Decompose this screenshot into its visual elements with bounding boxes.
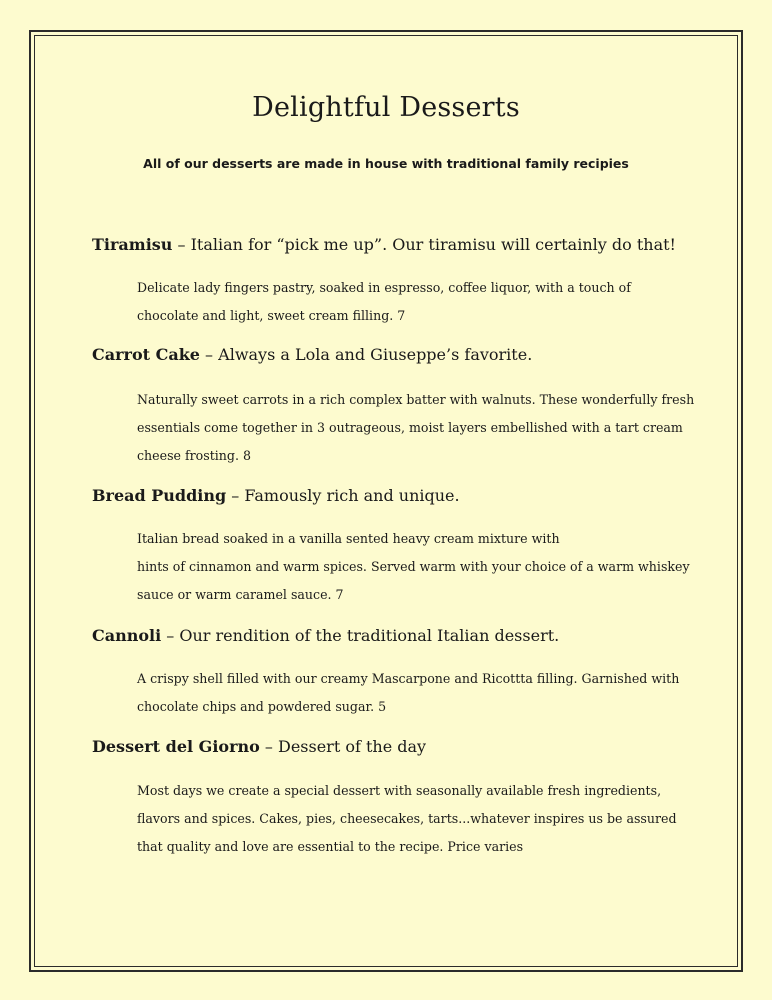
dessert-tagline: Famously rich and unique. bbox=[244, 486, 460, 505]
dessert-separator: – bbox=[199, 345, 219, 364]
description-line: Most days we create a special dessert with seasonally available fresh ingredients, bbox=[137, 783, 662, 798]
dessert-description-dessert-del-giorno bbox=[137, 777, 717, 861]
dessert-separator: – bbox=[226, 486, 245, 505]
dessert-heading-carrot-cake bbox=[92, 345, 732, 364]
dessert-name: Dessert del Giorno bbox=[92, 737, 260, 756]
dessert-description-bread-pudding bbox=[137, 525, 717, 609]
description-line: chocolate chips and powdered sugar. 5 bbox=[137, 699, 387, 714]
dessert-name: Tiramisu bbox=[92, 235, 173, 254]
dessert-description-tiramisu bbox=[137, 274, 717, 330]
dessert-heading-bread-pudding bbox=[92, 486, 732, 505]
dessert-tagline: Dessert of the day bbox=[277, 737, 427, 756]
description-line: sauce or warm caramel sauce. 7 bbox=[137, 587, 344, 602]
dessert-tagline: Our rendition of the traditional Italian dessert. bbox=[179, 626, 560, 645]
dessert-separator: – bbox=[161, 626, 180, 645]
menu-subtitle: All of our desserts are made in house with traditional family recipies bbox=[143, 156, 629, 171]
dessert-name: Cannoli bbox=[92, 626, 162, 645]
dessert-tagline: Always a Lola and Giuseppe’s favorite. bbox=[218, 345, 533, 364]
dessert-description-carrot-cake bbox=[137, 386, 717, 470]
dessert-separator: – bbox=[259, 737, 278, 756]
description-line: that quality and love are essential to the recipe. Price varies bbox=[137, 839, 524, 854]
description-line: flavors and spices. Cakes, pies, cheesecakes, tarts...whatever inspires us be assured bbox=[137, 811, 677, 826]
description-line: Italian bread soaked in a vanilla sented heavy cream mixture with bbox=[137, 531, 560, 546]
menu-title: Delightful Desserts bbox=[252, 92, 520, 123]
dessert-name: Bread Pudding bbox=[92, 486, 227, 505]
description-line: chocolate and light, sweet cream filling. 7 bbox=[137, 308, 406, 323]
description-line: A crispy shell filled with our creamy Mascarpone and Ricottta filling. Garnished with bbox=[137, 671, 680, 686]
dessert-heading-cannoli bbox=[92, 626, 732, 645]
dessert-name: Carrot Cake bbox=[92, 345, 200, 364]
dessert-heading-dessert-del-giorno bbox=[92, 737, 732, 756]
dessert-tagline: Italian for “pick me up”. Our tiramisu will certainly do that! bbox=[190, 235, 676, 254]
dessert-heading-tiramisu bbox=[92, 235, 732, 254]
description-line: Delicate lady fingers pastry, soaked in espresso, coffee liquor, with a touch of bbox=[137, 280, 631, 295]
description-line: hints of cinnamon and warm spices. Served warm with your choice of a warm whiskey bbox=[137, 559, 690, 574]
description-line: cheese frosting. 8 bbox=[137, 448, 251, 463]
dessert-description-cannoli bbox=[137, 665, 717, 721]
description-line: essentials come together in 3 outrageous, moist layers embellished with a tart cream bbox=[137, 420, 683, 435]
description-line: Naturally sweet carrots in a rich complex batter with walnuts. These wonderfully fresh bbox=[137, 392, 695, 407]
dessert-separator: – bbox=[172, 235, 191, 254]
